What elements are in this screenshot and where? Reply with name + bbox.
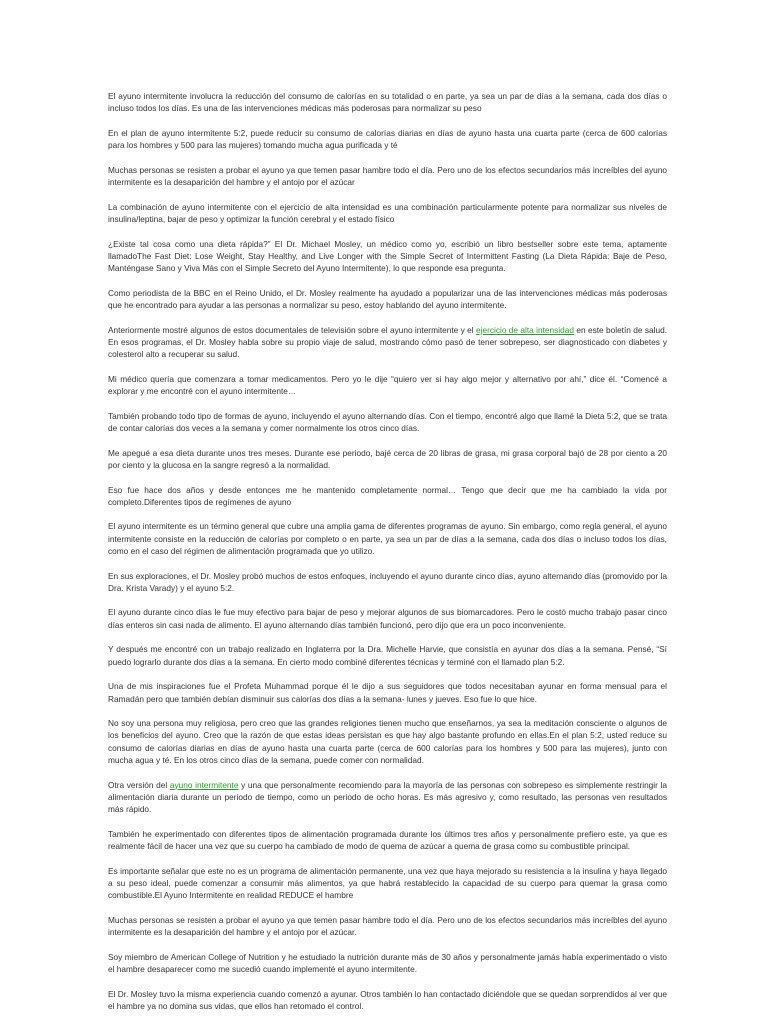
- paragraph-text: en este boletín de salud. En esos programas, el Dr. Mosley habla sobre su propio viaje de salud, mostrando cómo pasó de tener sobrepeso, ser diagnosticado con diabetes y colesterol alto a recuperar su salud.: [108, 324, 668, 360]
- paragraph-text: Es importante señalar que este no es un programa de alimentación permanente, una vez que haya mejorado su resistencia a la insulina y haya llegado a su peso ideal, puede comenzar a consumir más alimentos, ya que habrá restablecido la capacidad de su cuerpo para quemar la grasa como combustible.El Ayuno Intermitente en realidad REDUCE el hambre: [108, 865, 667, 901]
- paragraph-text: Otra versión del: [108, 779, 170, 790]
- body-paragraph: [108, 680, 667, 705]
- paragraph-text: Muchas personas se resisten a probar el ayuno ya que temen pasar hambre todo el día. Pero uno de los efectos secundarios más increíbles del ayuno intermitente es la desaparición del hambre y el antojo por el azúcar.: [108, 914, 667, 938]
- body-paragraph: [108, 324, 667, 361]
- paragraph-text: Me apegué a esa dieta durante unos tres meses. Durante ese periodo, bajé cerca de 20 libras de grasa, mi grasa corporal bajó de 28 por ciento a 20 por ciento y la glucosa en la sangre regresó a la normalidad.: [108, 447, 667, 470]
- paragraph-text: También probando todo tipo de formas de ayuno, incluyendo el ayuno alternando días. Con el tiempo, encontré algo que llamé la Dieta 5:2, que se trata de contar calorías dos veces a la semana y comer normalmente los otros cinco días.: [108, 410, 667, 434]
- paragraph-text: Mi médico quería que comenzara a tomar medicamentos. Pero yo le dije “quiero ver si hay algo mejor y alternativo por ahí,” dice él. “Comencé a explorar y me encontré con el ayuno intermitente…: [108, 373, 667, 397]
- body-paragraph: [108, 164, 667, 189]
- inline-link[interactable]: ejercicio de alta intensidad: [476, 324, 574, 335]
- body-paragraph: [108, 287, 667, 312]
- paragraph-text: La combinación de ayuno intermitente con el ejercicio de alta intensidad es una combinación particularmente potente para normalizar sus niveles de insulina/leptina, bajar de peso y optimizar la función cerebral y el estado físico: [108, 201, 667, 224]
- paragraph-text: Una de mis inspiraciones fue el Profeta Muhammad porque él le dijo a sus seguidores que todos necesitaban ayunar en forma mensual para el Ramadán pero que también debían disminuir sus calorías dos días a la semana- lunes y jueves. Eso fue lo que hice.: [108, 681, 667, 704]
- paragraph-text: Eso fue hace dos años y desde entonces me he mantenido completamente normal… Tengo que decir que me ha cambiado la vida por completo.Diferentes tipos de regímenes de ayuno: [108, 484, 667, 507]
- paragraph-text: Como periodista de la BBC en el Reino Unido, el Dr. Mosley realmente ha ayudado a popularizar una de las intervenciones médicas más poderosas que he encontrado para ayudar a las personas a normalizar su peso, estoy hablando del ayuno intermitente.: [108, 287, 667, 311]
- body-paragraph: [108, 779, 667, 816]
- body-paragraph: [108, 865, 667, 902]
- body-paragraph: [108, 90, 667, 115]
- body-paragraph: [108, 606, 667, 631]
- paragraph-text: Soy miembro de American College of Nutrition y he estudiado la nutrición durante más de 30 años y personalmente jamás había experimentado o visto el hambre desaparecer como me sucedió cuando implementé el ayuno intermitente.: [108, 951, 667, 975]
- inline-link[interactable]: ayuno intermitente: [169, 779, 239, 790]
- body-paragraph: [108, 951, 667, 976]
- body-paragraph: [108, 410, 667, 435]
- paragraph-text: No soy una persona muy religiosa, pero creo que las grandes religiones tienen mucho que enseñarnos, ya sea la meditación consciente o algunos de los beneficios del ayuno. Creo que la razón de que estas ideas persistan es que hay algo bastante profundo en ellas.En el plan 5:2, usted reduce su consumo de calorías diarias en días de ayuno hasta una cuarta parte (cerca de 600 calorías para los hombres y 500 para las mujeres), junto con mucha agua y té. En los otros cinco días de la semana, puede comer con normalidad.: [108, 718, 667, 766]
- body-paragraph: [108, 447, 667, 472]
- body-paragraph: [108, 127, 667, 152]
- body-paragraph: [108, 914, 667, 939]
- paragraph-text: ¿Existe tal cosa como una dieta rápida?” El Dr. Michael Mosley, un médico como yo, escribió un libro bestseller sobre este tema, aptamente llamadoThe Fast Diet: Lose Weight, Stay Healthy, and Live Longer with the Simple Secret of Intermittent Fasting (La Dieta Rápida: Baje de Peso, Manténgase Sano y Viva Más con el Simple Secreto del Ayuno Intermitente), lo que responde esa pregunta.: [108, 238, 667, 274]
- body-paragraph: [108, 238, 667, 275]
- paragraph-text: En el plan de ayuno intermitente 5:2, puede reducir su consumo de calorías diarias en días de ayuno hasta una cuarta parte (cerca de 600 calorías para los hombres y 500 para las mujeres) tomando mucha agua purificada y té: [108, 127, 667, 151]
- body-paragraph: [108, 643, 667, 668]
- paragraph-text: También he experimentado con diferentes tipos de alimentación programada durante los últimos tres años y personalmente prefiero este, ya que es realmente fácil de hacer una vez que su cuerpo ha cambiado de modo de quema de azúcar a quema de grasa como su combustible principal.: [108, 828, 667, 852]
- body-paragraph: [108, 373, 667, 398]
- paragraph-text: Y después me encontré con un trabajo realizado en Inglaterra por la Dra. Michelle Harvie, que consistía en ayunar dos días a la semana. Pensé, “Sí puedo lograrlo durante dos días a la semana. En cierto modo combiné diferentes técnicas y terminé con el llamado plan 5:2.: [108, 644, 667, 667]
- paragraph-text: y una que personalmente recomiendo para la mayoría de las personas con sobrepeso es simplemente restringir la alimentación diaria durante un periodo de tiempo, como un periodo de ocho horas. Es más agresivo y, como resultado, las personas ven resultados más rápido.: [108, 779, 667, 815]
- body-paragraph: [108, 484, 667, 509]
- body-paragraph: [108, 520, 667, 557]
- body-paragraph: [108, 201, 667, 226]
- paragraph-text: En sus exploraciones, el Dr. Mosley probó muchos de estos enfoques, incluyendo el ayuno durante cinco días, ayuno alternando días (promovido por la Dra. Krista Varady) y el ayuno 5:2.: [108, 570, 667, 593]
- paragraph-text: El ayuno intermitente es un término general que cubre una amplia gama de diferentes programas de ayuno. Sin embargo, como regla general, el ayuno intermitente consiste en la reducción de calorías por completo o en parte, ya sea un par de días a la semana, cada dos días o incluso todos los días, como en el caso del régimen de alimentación programada que yo utilizo.: [108, 521, 667, 556]
- paragraph-text: Muchas personas se resisten a probar el ayuno ya que temen pasar hambre todo el día. Pero uno de los efectos secundarios más increíbles del ayuno intermitente es la desaparición del hambre y el antojo por el azúcar: [108, 164, 667, 188]
- paragraph-text: Anteriormente mostré algunos de estos documentales de televisión sobre el ayuno intermitente y el: [108, 324, 476, 335]
- paragraph-text: El ayuno intermitente involucra la reducción del consumo de calorías en su totalidad o en parte, ya sea un par de días a la semana, cada dos días o incluso todos los días. Es una de las intervenciones médicas más poderosas para normalizar su peso: [108, 91, 667, 114]
- body-paragraph: [108, 570, 667, 595]
- body-paragraph: [108, 717, 667, 766]
- paragraph-text: El Dr. Mosley tuvo la misma experiencia cuando comenzó a ayunar. Otros también lo han contactado diciéndole que se quedan sorprendidos al ver que el hambre ya no domina sus vidas, que ellos han retomado el control.: [108, 988, 667, 1011]
- paragraph-text: El ayuno durante cinco días le fue muy efectivo para bajar de peso y mejorar algunos de sus biomarcadores. Pero le costó mucho trabajo pasar cinco días enteros sin casi nada de alimento. El ayuno alternando días también funcionó, pero dijo que era un poco inconveniente.: [108, 607, 667, 630]
- body-paragraph: [108, 828, 667, 853]
- body-paragraph: [108, 988, 667, 1013]
